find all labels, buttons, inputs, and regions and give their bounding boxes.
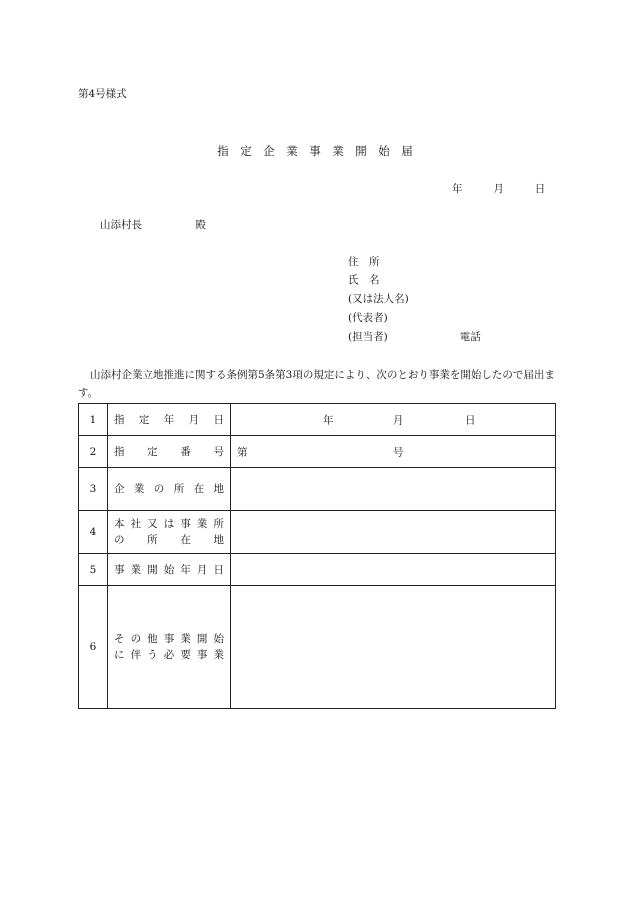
row-label: 指定番号 xyxy=(108,436,231,468)
addressee-name: 山添村長 xyxy=(100,219,142,231)
table-row xyxy=(79,404,556,436)
table-row xyxy=(79,554,556,586)
row-number: 5 xyxy=(79,554,108,586)
row-value-field[interactable] xyxy=(231,404,556,436)
value-day-label: 日 xyxy=(465,414,476,426)
row-number: 3 xyxy=(79,468,108,511)
row-number: 2 xyxy=(79,436,108,468)
row-value-field[interactable] xyxy=(231,468,556,511)
row-label: 事業開始年月日 xyxy=(108,554,231,586)
applicant-contact-label: (担当者) xyxy=(348,331,388,343)
table-row xyxy=(79,511,556,554)
applicant-representative-label: (代表者) xyxy=(348,312,388,324)
row-value-field[interactable] xyxy=(231,554,556,586)
row-label xyxy=(108,511,231,554)
form-number: 第4号様式 xyxy=(78,88,127,100)
value-year-label: 年 xyxy=(323,414,334,426)
date-line xyxy=(452,181,545,196)
row-number: 1 xyxy=(79,404,108,436)
table-row xyxy=(79,436,556,468)
row-label-line1: 本社又は事業所 xyxy=(114,518,224,530)
row-value-field[interactable] xyxy=(231,511,556,554)
items-table xyxy=(78,403,556,709)
row-label: 指定年月日 xyxy=(108,404,231,436)
row-label-line2: の所在地 xyxy=(114,534,224,546)
addressee-honorific: 殿 xyxy=(195,219,206,231)
applicant-name-label: 氏 名 xyxy=(348,274,380,286)
applicant-corporate-label: (又は法人名) xyxy=(348,293,409,305)
row-label: 企業の所在地 xyxy=(108,468,231,511)
date-month-label: 月 xyxy=(493,183,504,195)
table-row xyxy=(79,586,556,709)
applicant-address-label: 住 所 xyxy=(348,256,380,268)
row-number: 6 xyxy=(79,586,108,709)
row-label-line1: その他事業開始 xyxy=(114,633,224,645)
row-value-field[interactable] xyxy=(231,586,556,709)
document-title: 指 定 企 業 事 業 開 始 届 xyxy=(217,144,413,158)
table-row xyxy=(79,468,556,511)
value-month-label: 月 xyxy=(393,414,404,426)
value-suffix-label: 号 xyxy=(393,446,404,458)
value-prefix-label: 第 xyxy=(237,446,248,458)
date-day-label: 日 xyxy=(534,183,546,195)
body-text: 山添村企業立地推進に関する条例第5条第3項の規定により、次のとおり事業を開始したので届出ます。 xyxy=(78,369,555,399)
applicant-contact-row xyxy=(348,330,481,344)
row-label xyxy=(108,586,231,709)
applicant-phone-label: 電話 xyxy=(459,331,481,343)
date-year-label: 年 xyxy=(452,183,463,195)
row-number: 4 xyxy=(79,511,108,554)
row-value-field[interactable] xyxy=(231,436,556,468)
row-label-line2: に伴う必要事業 xyxy=(114,649,224,661)
addressee xyxy=(100,217,206,232)
